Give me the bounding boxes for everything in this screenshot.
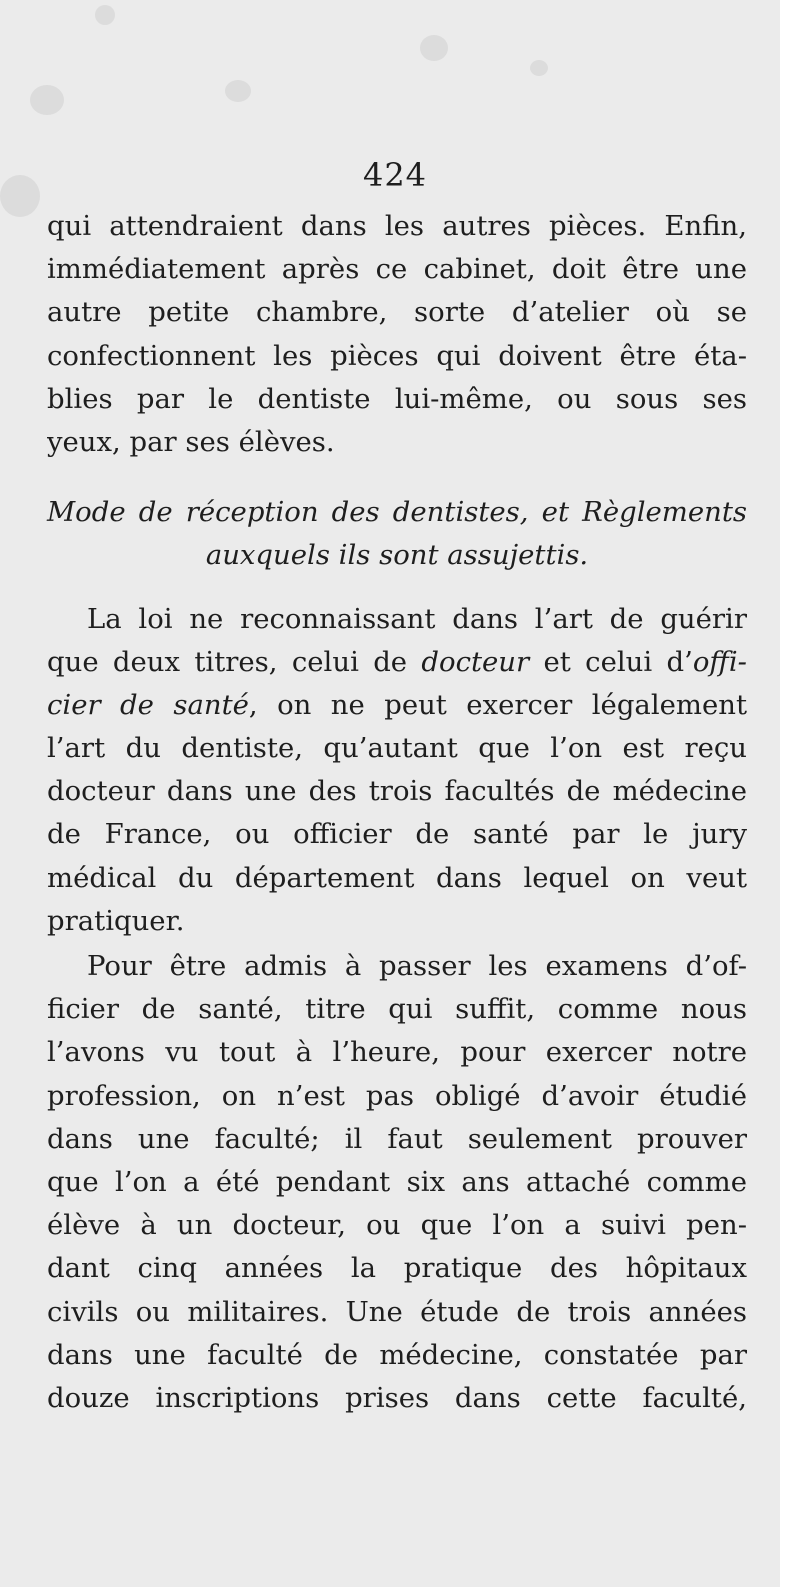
paragraph-1 — [47, 205, 747, 464]
text-line: de France, ou officier de santé par le jury — [47, 818, 747, 851]
italic-term: cier de santé — [47, 688, 249, 721]
text-segment: et celui d’ — [529, 645, 693, 678]
text-line: élève à un docteur, ou que l’on a suivi pen- — [47, 1209, 747, 1242]
text-line: pratiquer. — [47, 904, 185, 937]
italic-term: offi- — [692, 645, 747, 678]
paragraph-3 — [47, 945, 747, 1420]
text-line: profession, on n’est pas obligé d’avoir étudié — [47, 1079, 747, 1112]
text-line: confectionnent les pièces qui doivent être éta- — [47, 339, 747, 372]
paper-stain — [30, 85, 64, 115]
text-line: civils ou militaires. Une étude de trois années — [47, 1295, 747, 1328]
text-line: l’art du dentiste, qu’autant que l’on est reçu — [47, 732, 747, 765]
text-line: dans une faculté de médecine, constatée par — [47, 1338, 747, 1371]
text-segment: que deux titres, celui de — [47, 645, 422, 678]
body-text — [47, 205, 747, 1420]
paragraph-2 — [47, 598, 747, 944]
text-line: l’avons vu tout à l’heure, pour exercer notre — [47, 1036, 747, 1069]
text-line: La loi ne reconnaissant dans l’art de guérir — [87, 602, 747, 635]
italic-term: docteur — [421, 645, 530, 678]
text-line: dans une faculté; il faut seulement prouver — [47, 1122, 747, 1155]
text-line: Pour être admis à passer les examens d’of- — [87, 950, 747, 982]
text-line: que l’on a été pendant six ans attaché comme — [47, 1165, 747, 1198]
text-line: douze inscriptions prises dans cette faculté, — [47, 1381, 747, 1414]
text-line: ficier de santé, titre qui suffit, comme nous — [47, 993, 747, 1026]
page-number: 424 — [362, 156, 428, 194]
text-line: blies par le dentiste lui-même, ou sous ses — [47, 382, 747, 415]
paper-stain — [95, 5, 115, 25]
text-line: yeux, par ses élèves. — [47, 425, 335, 458]
text-line: qui attendraient dans les autres pièces. Enfin, — [47, 210, 747, 242]
text-segment: , on ne peut exercer légalement — [248, 688, 747, 721]
heading-line: Mode de réception des dentistes, et Règlements — [47, 496, 747, 529]
page-edge — [780, 0, 790, 1587]
text-line: dant cinq années la pratique des hôpitaux — [47, 1252, 747, 1285]
text-line — [47, 641, 747, 684]
section-heading — [47, 491, 747, 577]
text-line: docteur dans une des trois facultés de médecine — [47, 775, 747, 808]
paper-stain — [420, 35, 448, 61]
paper-stain — [530, 60, 548, 76]
text-line: autre petite chambre, sorte d’atelier où se — [47, 296, 747, 329]
heading-line: auxquels ils sont assujettis. — [205, 539, 589, 572]
text-line — [47, 684, 747, 727]
text-line: médical du département dans lequel on veut — [47, 861, 747, 894]
paper-stain — [225, 80, 251, 102]
text-line: immédiatement après ce cabinet, doit être une — [47, 253, 747, 286]
